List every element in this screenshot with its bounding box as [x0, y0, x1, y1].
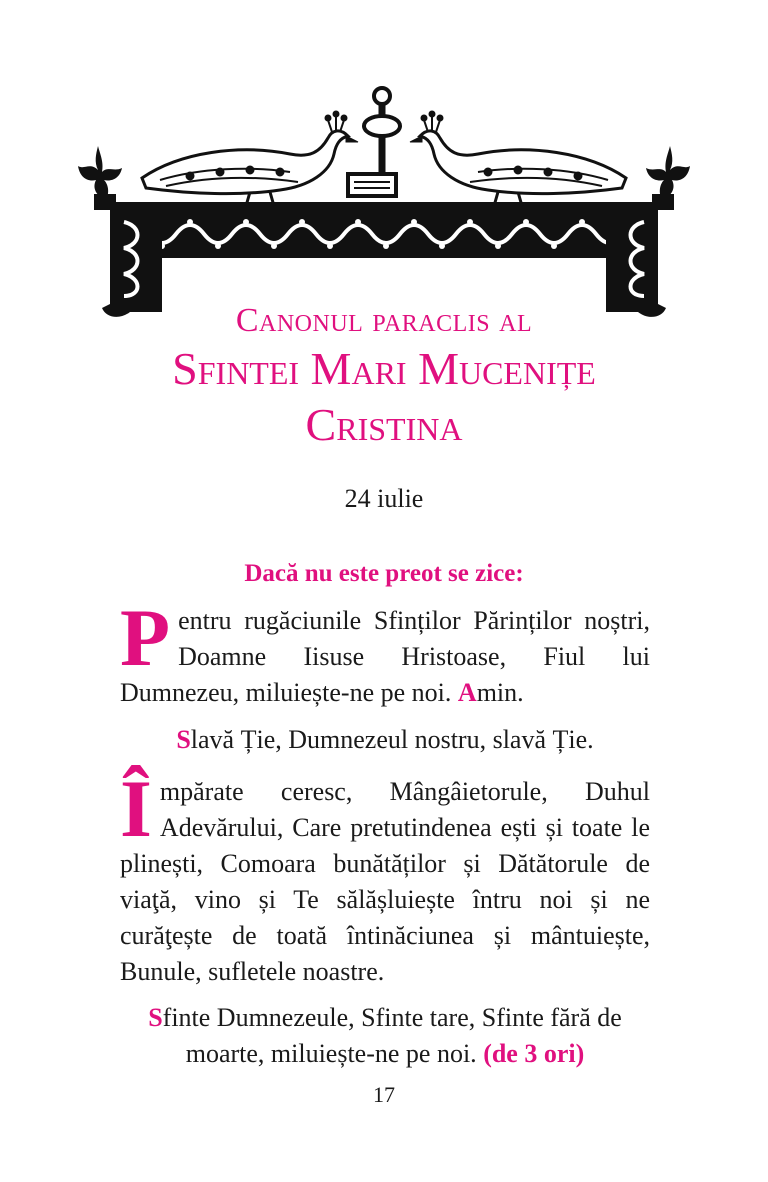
- canon-title-line-1: Canonul paraclis al: [235, 302, 533, 339]
- feast-date: 24 iulie: [344, 484, 424, 513]
- page-number: 17: [373, 1082, 395, 1107]
- prayer-text: entru rugăciunile Sfinților Părinților noștri, Doamne Iisuse Hristoase, Fiul lui Dumnezeu, miluiește-ne pe noi.: [120, 606, 650, 707]
- glory-initial: S: [176, 725, 191, 754]
- canon-title-line-3: Cristina: [305, 399, 463, 450]
- prayer-paragraph-parents: [120, 592, 650, 711]
- canon-title-line-2: Sfintei Mari Mucenițe: [172, 343, 596, 394]
- peacocks-chalice-headpiece-icon: [70, 82, 698, 327]
- glory-text: lavă Ție, Dumnezeul nostru, slavă Ție.: [190, 725, 594, 754]
- trisagion-line-1: [120, 1000, 650, 1036]
- drop-cap: Î: [120, 763, 152, 854]
- drop-cap: P: [120, 592, 171, 683]
- trisagion-text-1: finte Dumnezeule, Sfinte tare, Sfinte fără de: [162, 1003, 622, 1032]
- repeat-note: (de 3 ori): [483, 1039, 585, 1068]
- trisagion-line-2: [120, 1036, 650, 1072]
- amen-rest: min.: [476, 678, 524, 707]
- prayer-paragraph-trisagion: [120, 1000, 650, 1072]
- rubric-heading: Dacă nu este preot se zice:: [244, 560, 524, 587]
- prayer-paragraph-heavenly-king: [120, 763, 650, 990]
- prayer-paragraph-glory: [120, 722, 650, 758]
- trisagion-initial: S: [148, 1003, 163, 1032]
- amen-initial: A: [457, 678, 477, 707]
- heavenly-king-text: mpărate ceresc, Mângâietorule, Duhul Adevărului, Care pretutindenea ești și toate le plinești, Comoara bunătăților și Dătătorule de viaţă, vino și Te sălășluiește întru noi și ne curăţește de toată întinăciunea și mântuiește, Bunule, sufletele noastre.: [120, 777, 650, 986]
- trisagion-text-2: moarte, miluiește-ne pe noi.: [185, 1039, 484, 1068]
